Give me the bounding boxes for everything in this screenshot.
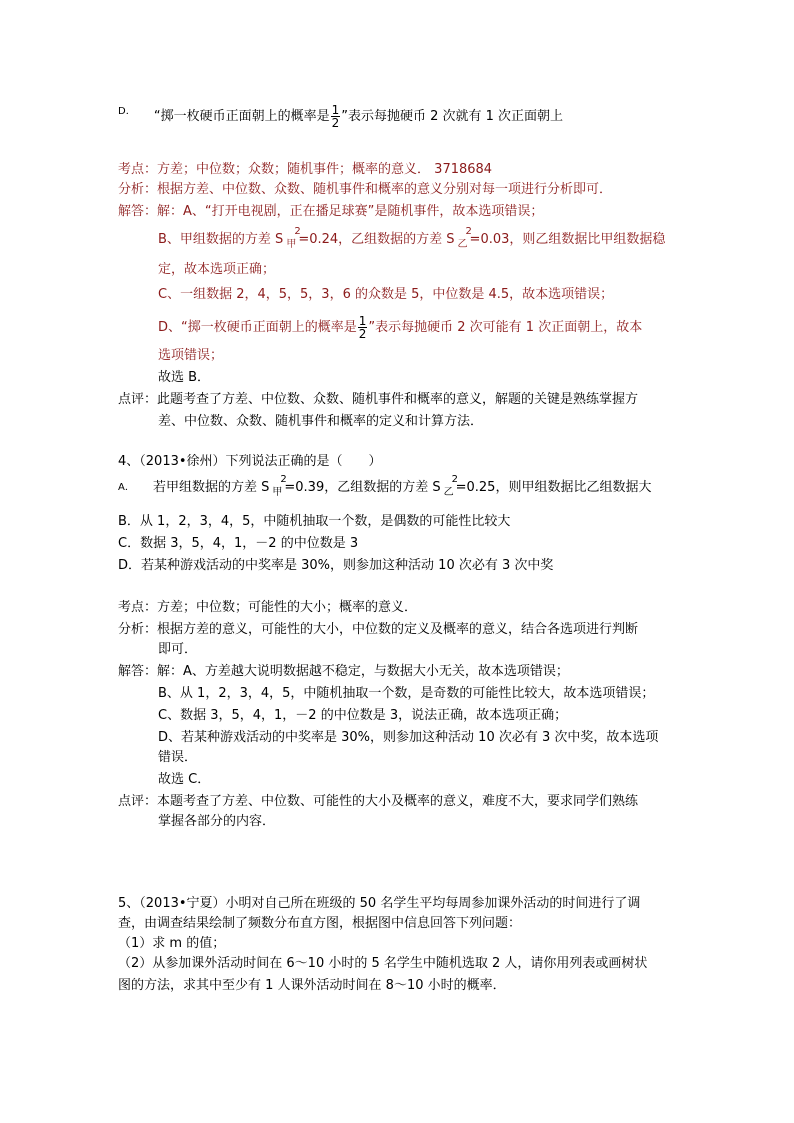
- q3-kaodian: 考点：方差；中位数；众数；随机事件；概率的意义． 3718684: [118, 162, 493, 177]
- q4-dianping-l1: 点评：本题考查了方差、中位数、可能性的大小及概率的意义，难度不大，要求同学们熟练: [118, 794, 639, 809]
- q4-choice: 故选 C．: [158, 772, 211, 787]
- q5-line3: （1）求 m 的值；: [118, 936, 226, 951]
- q5-line4: （2）从参加课外活动时间在 6～10 小时的 5 名学生中随机选取 2 人，请你用列表或画树状: [118, 956, 648, 971]
- q4-jieda-b: B、从 1，2，3，4，5，中随机抽取一个数，是奇数的可能性比较大，故本选项错误；: [158, 686, 655, 701]
- q3-jieda-d-cont: 选项错误；: [158, 348, 224, 363]
- q5-line5: 图的方法，求其中至少有 1 人课外活动时间在 8～10 小时的概率．: [118, 978, 506, 993]
- fraction-half: $\frac{1}{2}$: [331, 103, 340, 130]
- q3-jieda-d: D、“掷一枚硬币正面朝上的概率是 $\frac{1}{2}$ ”表示每抛硬币 2 次可能有 1 次正面朝上，故本: [158, 314, 643, 341]
- q4-option-b: B．从 1，2，3，4，5，中随机抽取一个数，是偶数的可能性比较大: [118, 514, 511, 529]
- q4-jieda-a: 解答：解：A、方差越大说明数据越不稳定，与数据大小无关，故本选项错误；: [118, 664, 569, 679]
- q4-jieda-d2: 错误．: [158, 750, 198, 765]
- q4-option-c: C．数据 3，5，4，1，－2 的中位数是 3: [118, 536, 359, 551]
- q3-jieda-b-cont: 定，故本选项正确；: [158, 262, 276, 277]
- q4-fenxi-l2: 即可．: [158, 642, 198, 657]
- q3-option-d-label: D．: [118, 106, 136, 117]
- q3-dianping-l1: 点评：此题考查了方差、中位数、众数、随机事件和概率的意义，解题的关键是熟练掌握方: [118, 392, 639, 407]
- q3-dianping-l2: 差、中位数、众数、随机事件和概率的定义和计算方法．: [158, 414, 484, 429]
- q4-fenxi-l1: 分析：根据方差的意义，可能性的大小，中位数的定义及概率的意义，结合各选项进行判断: [118, 622, 639, 637]
- q3-option-d: $^{D.}$ “掷一枚硬币正面朝上的概率是 $\frac{1}{2}$ ”表示每抛硬币 2 次就有 1 次正面朝上: [118, 103, 564, 130]
- q4-dianping-l2: 掌握各部分的内容．: [158, 814, 276, 829]
- q4-option-a: $^{A.}$ 若甲组数据的方差 S 2 $_甲$ =0.39，乙组数据的方差 S 2 $_乙$ =0.25，则甲组数据比乙组数据大: [118, 474, 652, 498]
- q3-choice: 故选 B．: [158, 370, 211, 385]
- q3-jieda-b: B、甲组数据的方差 S 2 $_甲$ =0.24，乙组数据的方差 S 2 $_乙$ =0.03，则乙组数据比甲组数据稳: [158, 226, 666, 250]
- q5-line1: 5、（2013•宁夏）小明对自己所在班级的 50 名学生平均每周参加课外活动的时间进行了调: [118, 896, 641, 911]
- q3-jieda-c: C、一组数据 2，4，5，5，3，6 的众数是 5，中位数是 4.5，故本选项错误；: [158, 287, 614, 302]
- q3-fenxi: 分析：根据方差、中位数、众数、随机事件和概率的意义分别对每一项进行分析即可．: [118, 182, 613, 197]
- q4-kaodian: 考点：方差；中位数；可能性的大小；概率的意义．: [118, 600, 418, 615]
- q5-line2: 查，由调查结果绘制了频数分布直方图，根据图中信息回答下列问题：: [118, 916, 522, 931]
- q3-jieda-a: 解答：解：A、“打开电视剧，正在播足球赛”是随机事件，故本选项错误；: [118, 204, 544, 219]
- q4-jieda-d1: D、若某种游戏活动的中奖率是 30%，则参加这种活动 10 次必有 3 次中奖，故本选项: [158, 730, 659, 745]
- q4-title: 4、（2013•徐州）下列说法正确的是（ ）: [118, 454, 382, 469]
- q4-option-d: D．若某种游戏活动的中奖率是 30%，则参加这种活动 10 次必有 3 次中奖: [118, 558, 554, 573]
- q4-jieda-c: C、数据 3，5，4，1，－2 的中位数是 3，说法正确，故本选项正确；: [158, 708, 568, 723]
